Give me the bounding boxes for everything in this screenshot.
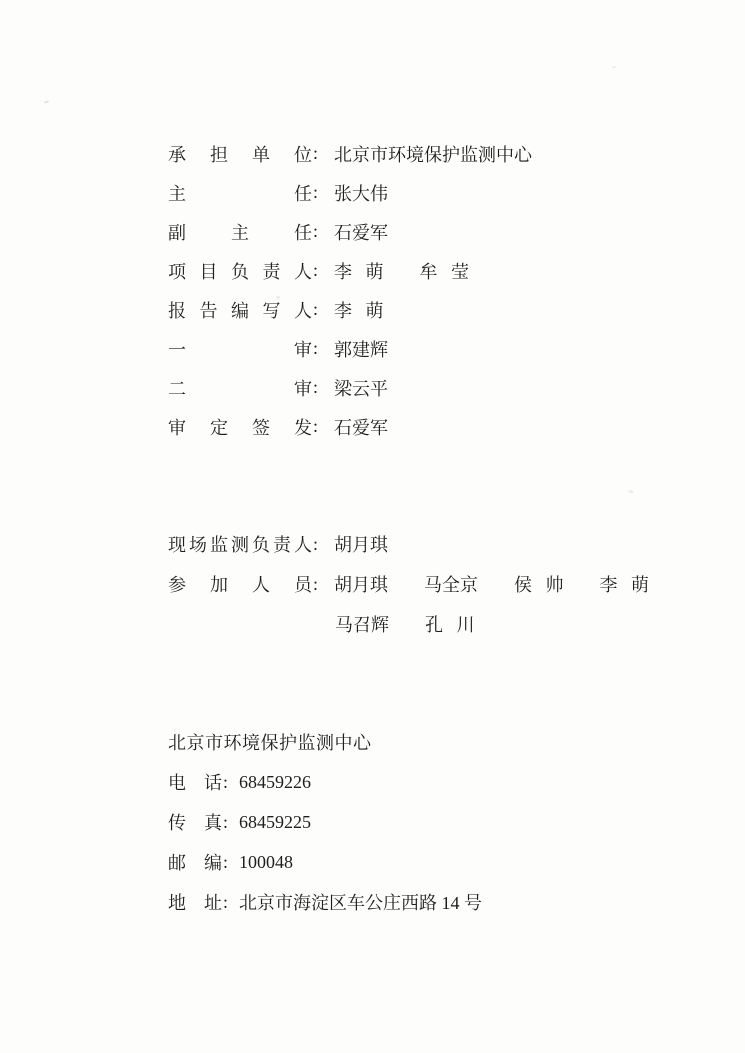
field-value: 100048 — [239, 851, 294, 872]
scan-speck — [612, 66, 616, 68]
field-value: 张大伟 — [334, 183, 389, 204]
team-row-participants-continued — [168, 604, 649, 644]
field-label: 审 定 签 发 — [168, 417, 312, 438]
field-label: 项 目 负 责 人 — [168, 261, 312, 282]
field-label: 现场监测负责人 — [168, 535, 312, 555]
scan-speck — [628, 490, 634, 494]
field-label: 参 加 人 员 — [168, 575, 312, 595]
signoff-row-director — [168, 173, 532, 212]
organization-name: 北京市环境保护监测中心 — [168, 733, 372, 753]
field-value: 石爱军 — [334, 417, 389, 438]
field-value: 石爱军 — [334, 222, 389, 243]
colon: : — [313, 573, 319, 594]
contact-row-address — [168, 882, 482, 922]
colon: : — [313, 377, 319, 397]
field-label: 传 真 — [168, 813, 222, 833]
contact-row-phone — [168, 762, 482, 802]
contact-block — [168, 722, 482, 922]
field-value: 68459226 — [239, 771, 312, 792]
signoff-row-approval — [168, 407, 532, 446]
field-value: 北京市环境保护监测中心 — [334, 144, 533, 165]
field-value: 68459225 — [239, 811, 312, 832]
contact-row-postal-code — [168, 842, 482, 882]
field-value: 李 萌 — [334, 300, 384, 321]
colon: : — [313, 338, 319, 358]
colon: : — [223, 811, 229, 832]
colon: : — [313, 416, 319, 436]
team-row-site-lead — [168, 524, 649, 564]
signoff-row-second-review — [168, 368, 532, 407]
field-team-block — [168, 524, 649, 644]
signoff-row-deputy-director — [168, 212, 532, 251]
colon: : — [223, 851, 229, 872]
team-row-participants — [168, 564, 649, 604]
field-label: 副 主 任 — [168, 222, 312, 243]
colon: : — [313, 143, 319, 163]
colon: : — [313, 221, 319, 241]
field-label: 报 告 编 写 人 — [168, 300, 312, 321]
field-value: 郭建辉 — [334, 339, 389, 360]
colon: : — [313, 182, 319, 202]
colon: : — [223, 771, 229, 792]
signoff-row-first-review — [168, 329, 532, 368]
field-value: 胡月琪 — [334, 535, 389, 555]
colon: : — [223, 891, 229, 912]
signoff-row-report-writer — [168, 290, 532, 329]
field-label: 邮 编 — [168, 853, 222, 873]
field-label: 承 担 单 位 — [168, 144, 312, 165]
field-value: 李 萌 牟 莹 — [334, 261, 470, 282]
signoff-row-undertaking-unit — [168, 134, 532, 173]
scan-speck — [44, 100, 49, 104]
field-label: 电 话 — [168, 773, 222, 793]
field-label: 地 址 — [168, 893, 222, 913]
field-label: 二 审 — [168, 378, 312, 399]
contact-row-org-name — [168, 722, 482, 762]
colon: : — [313, 260, 319, 280]
contact-row-fax — [168, 802, 482, 842]
field-value: 马召辉 孔 川 — [335, 615, 475, 635]
field-value: 胡月琪 马全京 侯 帅 李 萌 — [334, 575, 650, 595]
signoff-row-project-leads — [168, 251, 532, 290]
field-label: 主 任 — [168, 183, 312, 204]
colon: : — [313, 299, 319, 319]
field-value: 北京市海淀区车公庄西路 14 号 — [239, 893, 483, 913]
signoff-block — [168, 134, 532, 446]
field-label: 一 审 — [168, 339, 312, 360]
colon: : — [313, 533, 319, 554]
field-value: 梁云平 — [334, 378, 389, 399]
